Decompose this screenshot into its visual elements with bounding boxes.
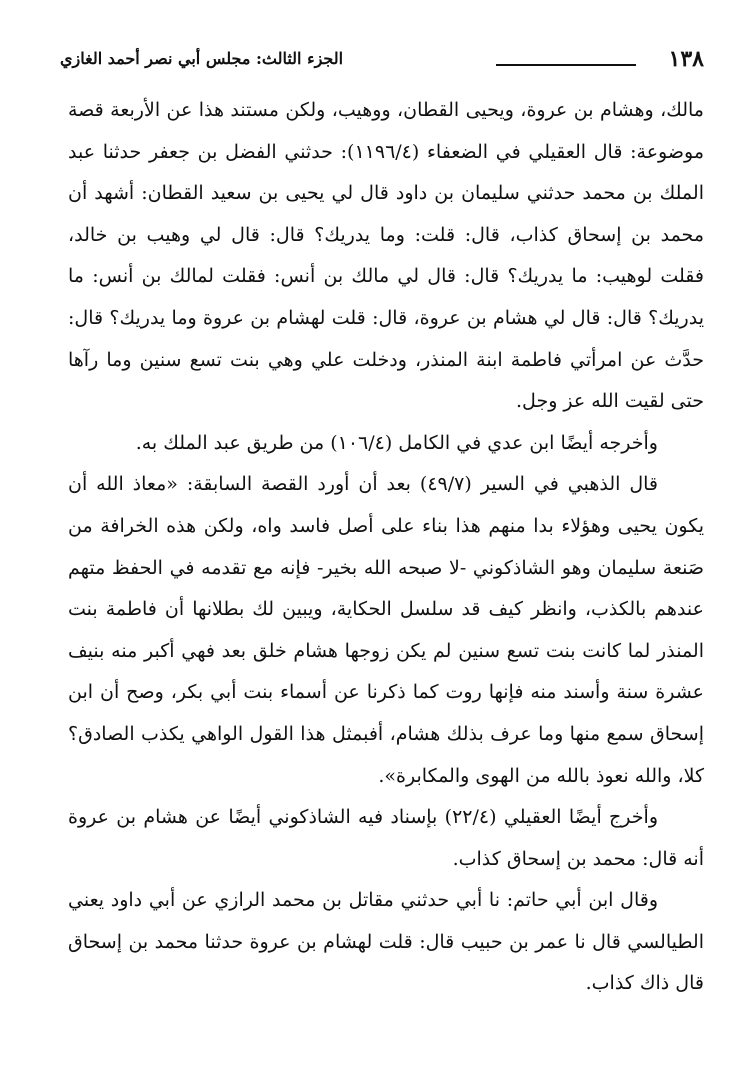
running-title: الجزء الثالث: مجلس أبي نصر أحمد الغازي <box>60 49 344 68</box>
paragraph-continuation: مالك، وهشام بن عروة، ويحيى القطان، ووهيب، ولكن مستند هذا عن الأربعة قصة موضوعة: قال العقيلي في الضعفاء (١١٩٦/٤): حدثني الفضل بن جعفر حدثنا عبد الملك بن محمد حدثني سليمان بن داود قال لي يحيى بن سعيد القطان: أشهد أن محمد بن إسحاق كذاب، قال: قلت: وما يدريك؟ قال: قال لي وهيب بن خالد، فقلت لوهيب: ما يدريك؟ قال: قال لي مالك بن أنس: فقلت لمالك بن أنس: ما يدريك؟ قال: قال لي هشام بن عروة، قال: قلت لهشام بن عروة وما يدريك؟ قال: حدَّث عن امرأتي فاطمة ابنة المنذر، ودخلت علي وهي بنت تسع سنين وما رآها حتى لقيت الله عز وجل. <box>68 99 704 413</box>
paragraph-dhahabi-quote: قال الذهبي في السير (٤٩/٧) بعد أن أورد القصة السابقة: «معاذ الله أن يكون يحيى وهؤلاء بدا منهم هذا بناء على أصل فاسد واه، ولكن هذه الخرافة من صَنعة سليمان وهو الشاذكوني -لا صبحه الله بخير- فإنه مع تقدمه في الحفظ متهم عندهم بالكذب، وانظر كيف قد سلسل الحكاية، ويبين لك بطلانها أن فاطمة بنت المنذر لما كانت بنت تسع سنين لم يكن زوجها هشام خلق بعد فهي أكبر منه بنيف عشرة سنة وأسند منه فإنها روت كما ذكرنا عن أسماء بنت أبي بكر، وصح أن ابن إسحاق سمع منها وما عرف بذلك هشام، أفبمثل هذا القول الواهي يكذب الصادق؟ كلا، والله نعوذ بالله من الهوى والمكابرة». <box>68 473 704 787</box>
body-text <box>68 90 704 1005</box>
paragraph-ibn-adi: وأخرجه أيضًا ابن عدي في الكامل (١٠٦/٤) من طريق عبد الملك به. <box>135 431 658 454</box>
page-number: ١٣٨ <box>668 46 704 72</box>
paragraph-uqayli: وأخرج أيضًا العقيلي (٢٢/٤) بإسناد فيه الشاذكوني أيضًا عن هشام بن عروة أنه قال: محمد بن إسحاق كذاب. <box>68 806 704 870</box>
header-rule <box>496 64 636 66</box>
paragraph-ibn-abi-hatim: وقال ابن أبي حاتم: نا أبي حدثني مقاتل بن محمد الرازي عن أبي داود يعني الطيالسي قال نا عمر بن حبيب قال: قلت لهشام بن عروة حدثنا محمد بن إسحاق قال ذاك كذاب. <box>68 889 704 995</box>
page-header <box>60 44 704 78</box>
